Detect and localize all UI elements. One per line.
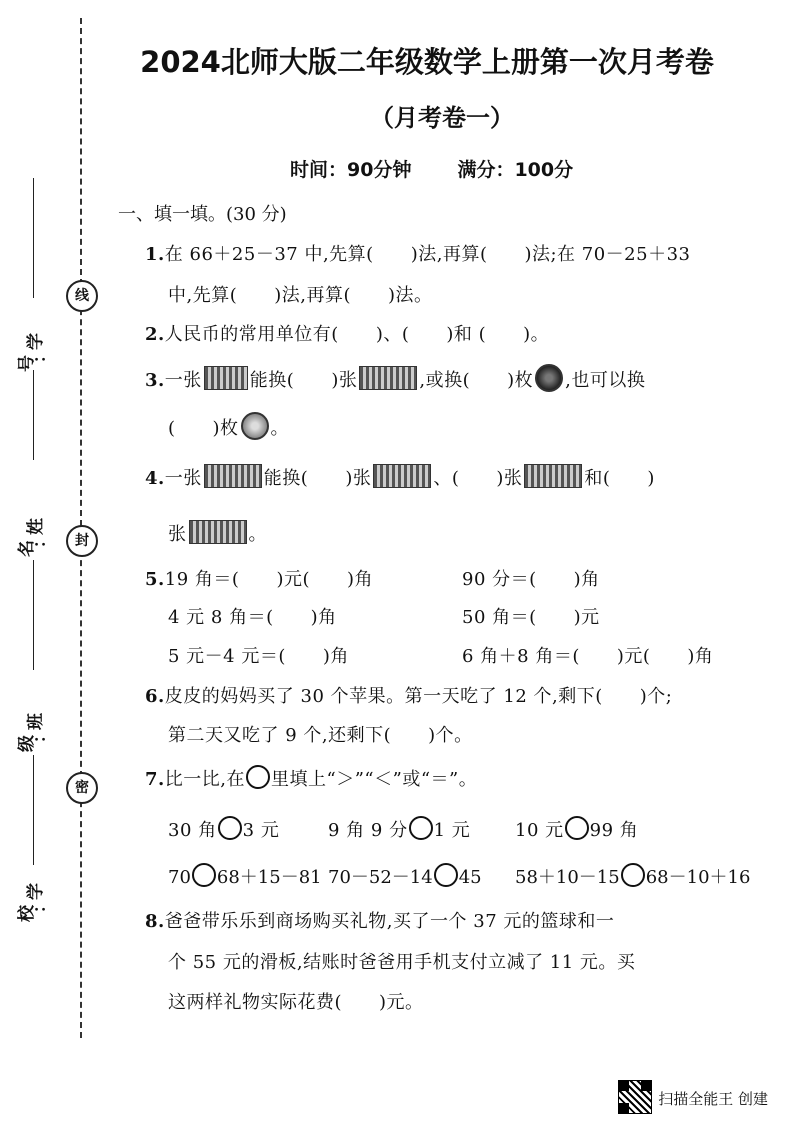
banknote-image <box>359 366 417 390</box>
class-line <box>33 560 34 670</box>
question-number: 5. <box>145 569 165 590</box>
question-text: 在 66＋25－37 中,先算( )法,再算( )法;在 70－25＋33 <box>164 244 691 265</box>
question-6-line1 <box>145 682 672 708</box>
question-text: 能换( )张 <box>263 468 372 489</box>
compare-circle <box>246 765 270 789</box>
question-5-row3b: 6 角＋8 角＝( )元( )角 <box>462 646 714 667</box>
student-id-line <box>33 178 34 298</box>
question-text: 一张 <box>164 468 202 489</box>
question-4-line1 <box>145 464 655 490</box>
school-line <box>33 755 34 865</box>
question-5-row1b: 90 分＝( )角 <box>462 569 600 590</box>
question-text: 。 <box>270 418 290 439</box>
compare-circle[interactable] <box>434 863 458 887</box>
question-number: 8. <box>145 911 165 932</box>
question-text: 19 角＝( )元( )角 <box>164 569 374 590</box>
compare-circle[interactable] <box>409 816 433 840</box>
page-title: 2024北师大版二年级数学上册第一次月考卷 <box>140 45 714 79</box>
question-5-row1a <box>145 565 373 591</box>
question-8-line2: 个 55 元的滑板,结账时爸爸用手机支付立减了 11 元。买 <box>168 952 636 973</box>
compare-circle[interactable] <box>621 863 645 887</box>
question-4-line2 <box>168 520 267 546</box>
question-number: 7. <box>145 769 165 790</box>
question-5-row2a: 4 元 8 角＝( )角 <box>168 607 337 628</box>
question-text: 和( ) <box>584 468 655 489</box>
banknote-image <box>189 520 247 544</box>
question-text: 一张 <box>164 370 202 391</box>
compare-item-4: 70 68＋15－81 <box>168 863 322 889</box>
question-5-row3a: 5 元－4 元＝( )角 <box>168 646 349 667</box>
question-number: 3. <box>145 370 165 391</box>
score-label: 满分：100分 <box>457 159 574 181</box>
compare-item-3: 10 元 99 角 <box>515 816 638 842</box>
question-text: 比一比,在 <box>164 769 246 790</box>
question-number: 6. <box>145 686 165 707</box>
compare-circle[interactable] <box>218 816 242 840</box>
name-line-top <box>33 370 34 460</box>
seal-mark-feng: 封 <box>66 525 98 557</box>
question-text: ( )枚 <box>168 418 239 439</box>
question-1-line1 <box>145 240 690 266</box>
question-text: ,或换( )枚 <box>419 370 534 391</box>
page-subtitle: （月考卷一） <box>370 104 514 132</box>
question-text: 里填上“＞”“＜”或“＝”。 <box>271 769 478 790</box>
question-text: 能换( )张 <box>249 370 358 391</box>
question-text: 人民币的常用单位有( )、( )和 ( )。 <box>164 324 550 345</box>
question-text: ,也可以换 <box>565 370 646 391</box>
question-text: 张 <box>168 524 187 545</box>
banknote-image <box>204 366 248 390</box>
compare-item-2: 9 角 9 分 1 元 <box>328 816 470 842</box>
question-5-row2b: 50 角＝( )元 <box>462 607 600 628</box>
question-text: 爸爸带乐乐到商场购买礼物,买了一个 37 元的篮球和一 <box>164 911 615 932</box>
seal-mark-mi: 密 <box>66 772 98 804</box>
section-title: 一、填一填。(30 分) <box>118 204 287 225</box>
question-8-line1 <box>145 907 614 933</box>
banknote-image <box>373 464 431 488</box>
question-6-line2: 第二天又吃了 9 个,还剩下( )个。 <box>168 725 473 746</box>
student-id-label: 学号： <box>17 334 51 376</box>
question-number: 4. <box>145 468 165 489</box>
coin-image <box>535 364 563 392</box>
compare-item-6: 58＋10－15 68－10＋16 <box>515 863 750 889</box>
question-3-line1 <box>145 364 645 392</box>
scanner-watermark <box>618 1080 768 1114</box>
banknote-image <box>204 464 262 488</box>
class-label: 班级： <box>17 714 51 756</box>
question-1-line2: 中,先算( )法,再算( )法。 <box>168 285 433 306</box>
banknote-image <box>524 464 582 488</box>
question-7-instruction <box>145 765 477 791</box>
exam-meta <box>290 155 573 182</box>
compare-item-5: 70－52－14 45 <box>328 863 482 889</box>
compare-circle[interactable] <box>565 816 589 840</box>
question-text: 皮皮的妈妈买了 30 个苹果。第一天吃了 12 个,剩下( )个; <box>164 686 673 707</box>
question-number: 2. <box>145 324 165 345</box>
seal-mark-xian: 线 <box>66 280 98 312</box>
compare-circle[interactable] <box>192 863 216 887</box>
question-2 <box>145 320 549 346</box>
time-label: 时间：90分钟 <box>290 159 412 181</box>
school-label: 学校： <box>17 884 51 926</box>
question-3-line2 <box>168 412 289 440</box>
coin-image <box>241 412 269 440</box>
name-label: 姓名： <box>17 519 51 561</box>
question-number: 1. <box>145 244 165 265</box>
watermark-text: 扫描全能王 创建 <box>658 1090 768 1108</box>
question-text: 、( )张 <box>433 468 523 489</box>
qr-code-icon <box>618 1080 652 1114</box>
question-8-line3: 这两样礼物实际花费( )元。 <box>168 992 424 1013</box>
question-text: 。 <box>248 524 267 545</box>
compare-item-1: 30 角 3 元 <box>168 816 279 842</box>
